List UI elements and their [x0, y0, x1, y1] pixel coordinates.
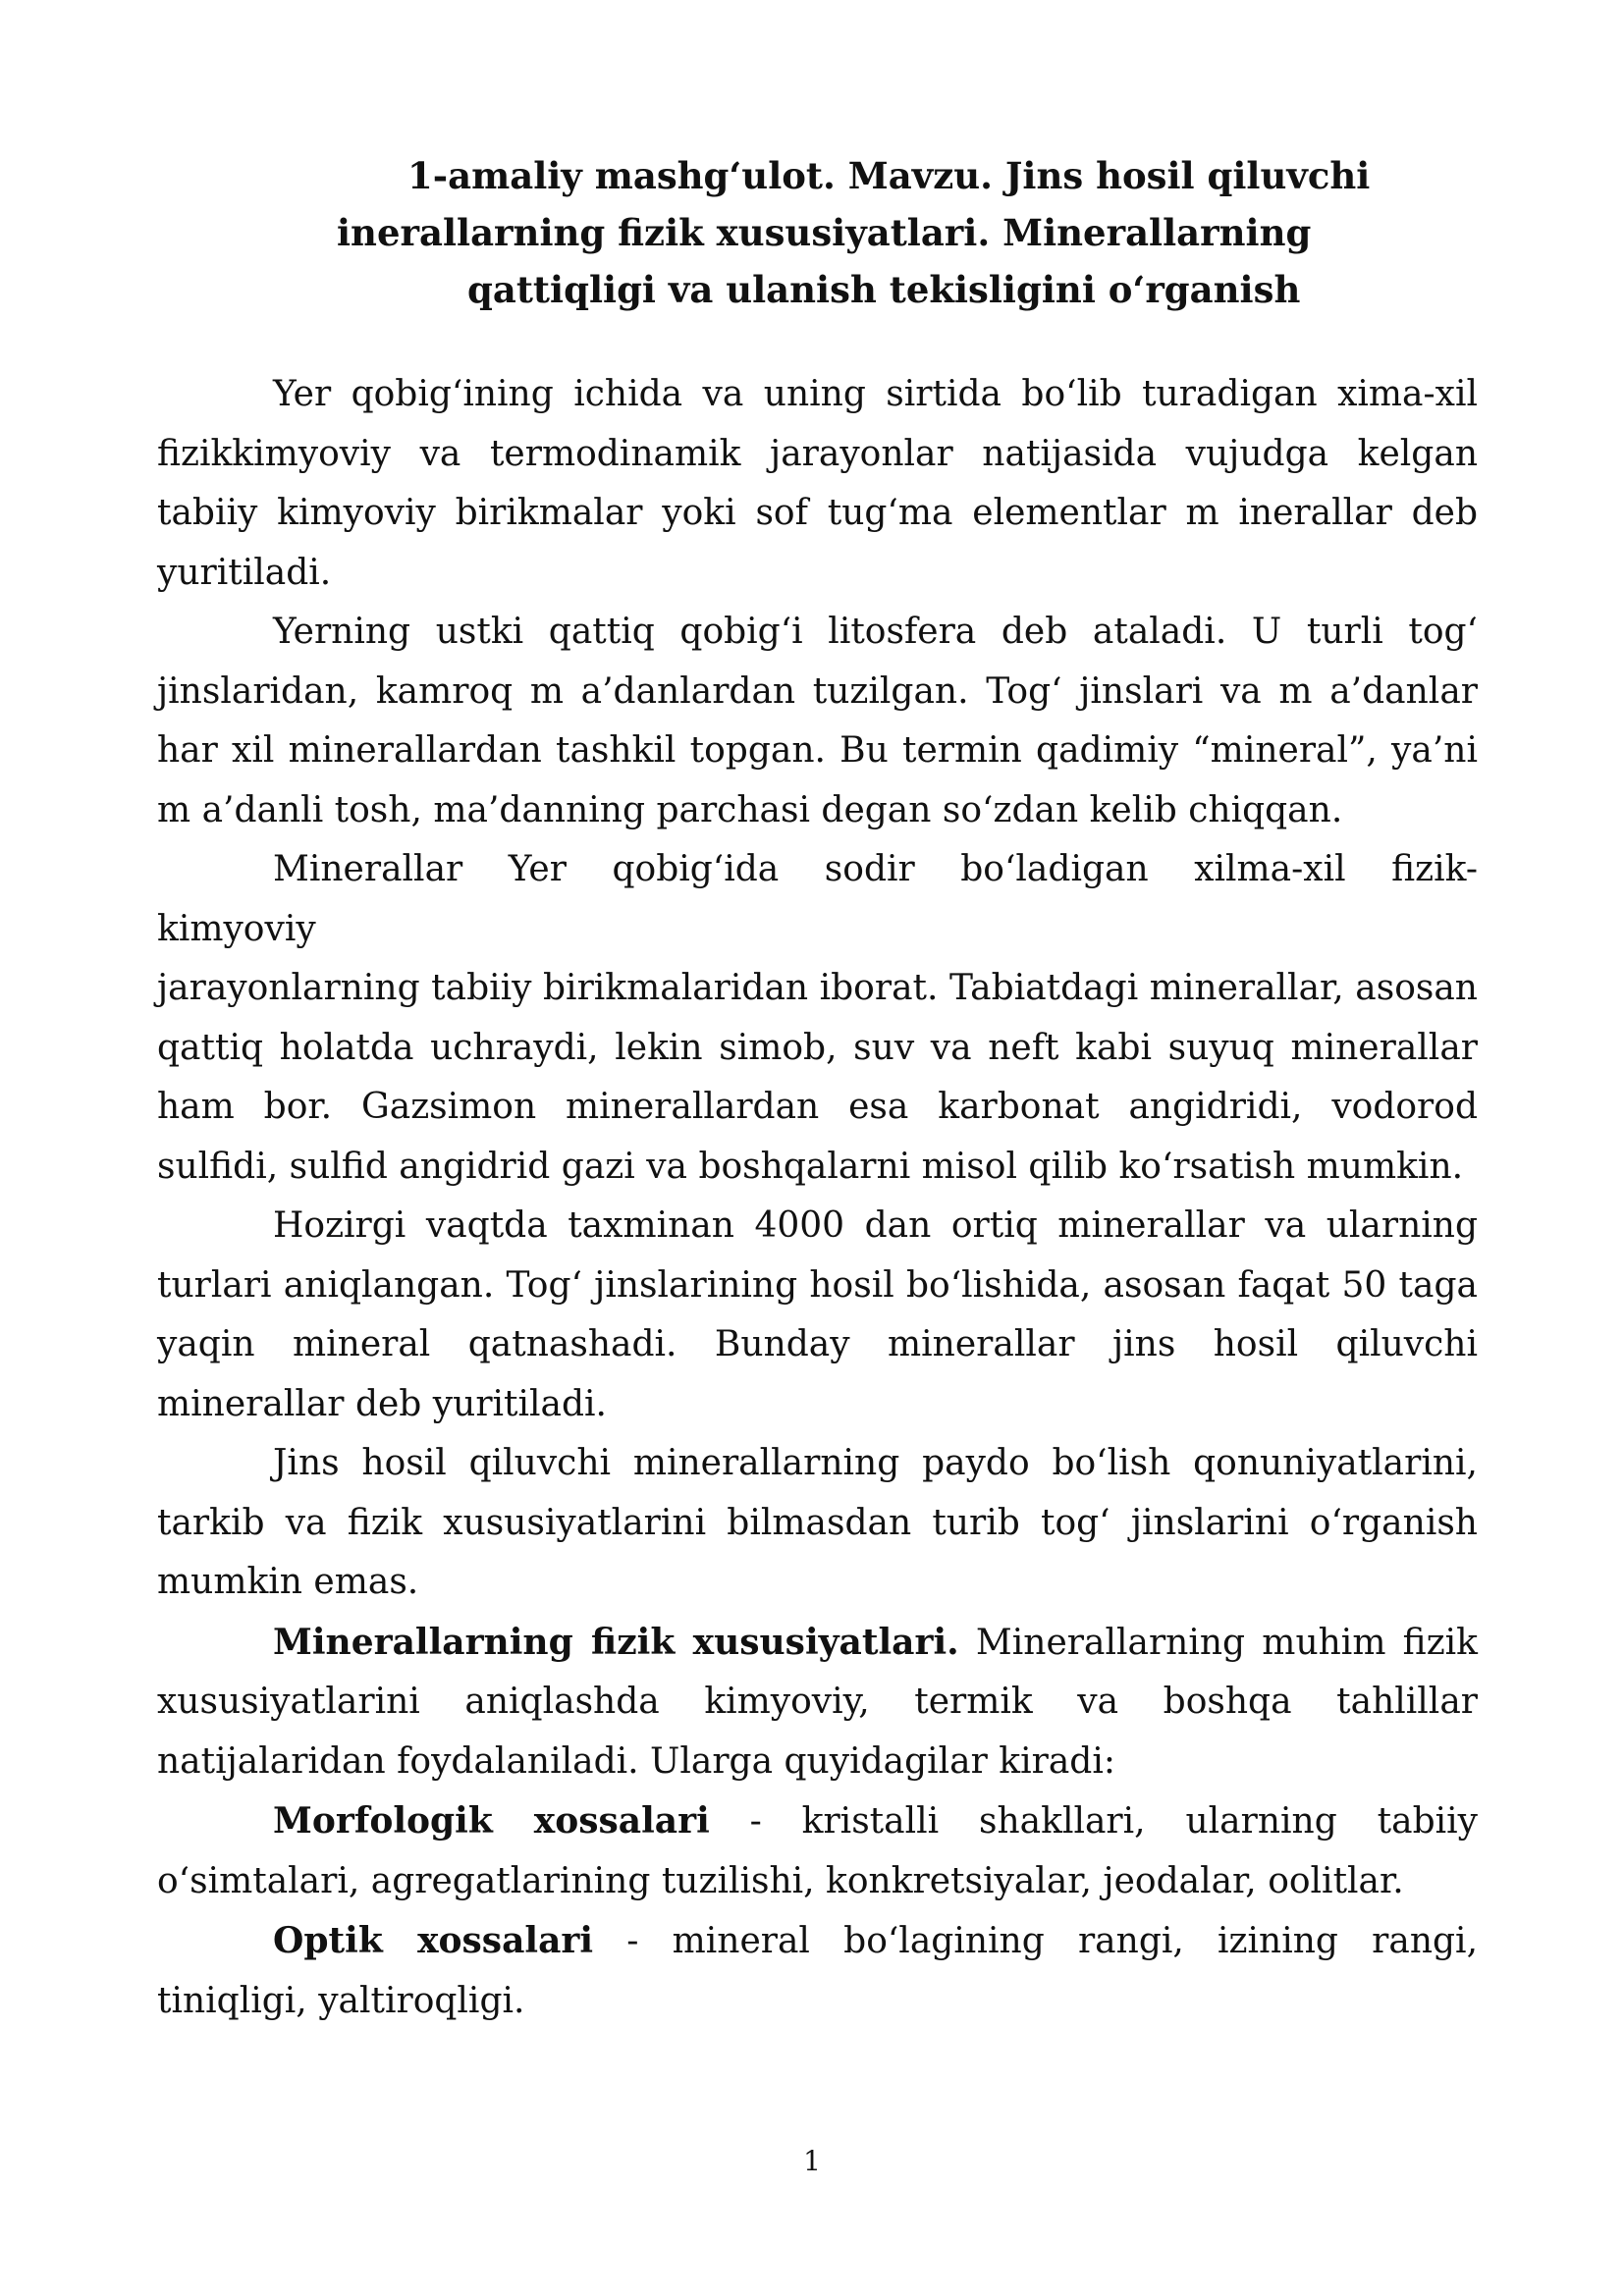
paragraph-5: Jins hosil qiluvchi minerallarning paydo bo‘lish qonuniyatlarini, tarkib va fizik xususiyatlarini bilmasdan turib tog‘ jinslarini o‘rganish mumkin emas.: [157, 1443, 1478, 1602]
title-line-2: inerallarning fizik xususiyatlari. Minerallarning: [337, 211, 1312, 254]
paragraph-3-rest: jarayonlarning tabiiy birikmalaridan iborat. Tabiatdagi minerallar, asosan qattiq holatda uchraydi, lekin simob, suv va neft kabi suyuq minerallar ham bor. Gazsimon minerallardan esa karbonat angidridi, vodorod sulfidi, sulfid angidrid gazi va boshqalarni misol qilib ko‘rsatish mumkin.: [157, 968, 1478, 1187]
page-number: 1: [803, 2145, 821, 2177]
paragraph-3-line-1: Minerallar Yer qobig‘ida sodir bo‘ladigan xilma-xil fizik-: [273, 849, 1478, 889]
paragraph-2: Yerning ustki qattiq qobig‘i litosfera deb ataladi. U turli tog‘ jinslaridan, kamroq m a’danlardan tuzilgan. Tog‘ jinslari va m a’danlar har xil minerallardan tashkil topgan. Bu termin qadimiy “mineral”, ya’ni m a’danli tosh, ma’danning parchasi degan so‘zdan kelib chiqqan.: [157, 612, 1478, 830]
paragraph-6-heading: Minerallarning fizik xususiyatlari.: [273, 1621, 959, 1663]
paragraph-7-text: - kristalli shakllari, ularning tabiiy o‘simtalari, agregatlarining tuzilishi, konkretsiyalar, jeodalar, oolitlar.: [157, 1801, 1478, 1901]
paragraph-8-heading: Optik xossalari: [273, 1920, 594, 1961]
document-page: [157, 147, 1478, 2031]
document-title: [157, 147, 1478, 318]
title-line-1: 1-amaliy mashg‘ulot. Mavzu. Jins hosil qiluvchi: [407, 154, 1371, 197]
title-line-3: qattiqligi va ulanish tekisligini o‘rganish: [467, 268, 1301, 311]
paragraph-1: Yer qobig‘ining ichida va uning sirtida bo‘lib turadigan xima-xil fizikkimyoviy va termodinamik jarayonlar natijasida vujudga kelgan tabiiy kimyoviy birikmalar yoki sof tug‘ma elementlar m inerallar deb yuritiladi.: [157, 374, 1478, 593]
paragraph-4: Hozirgi vaqtda taxminan 4000 dan ortiq minerallar va ularning turlari aniqlangan. Tog‘ jinslarining hosil bo‘lishida, asosan faqat 50 taga yaqin mineral qatnashadi. Bunday minerallar jins hosil qiluvchi minerallar deb yuritiladi.: [157, 1205, 1478, 1424]
paragraph-8-text: - mineral bo‘lagining rangi, izining rangi, tiniqligi, yaltiroqligi.: [157, 1921, 1479, 2021]
paragraph-8: [157, 1911, 1478, 2031]
paragraph-7: [157, 1791, 1478, 1911]
paragraph-3-line-2: kimyoviy: [157, 908, 316, 949]
paragraph-7-heading: Morfologik xossalari: [273, 1800, 710, 1842]
paragraph-6: [157, 1613, 1478, 1792]
paragraph-6-text: Minerallarning muhim fizik xususiyatlarini aniqlashda kimyoviy, termik va boshqa tahlillar natijalaridan foydalaniladi. Ularga quyidagilar kiradi:: [157, 1622, 1478, 1782]
document-body: [157, 365, 1478, 2031]
